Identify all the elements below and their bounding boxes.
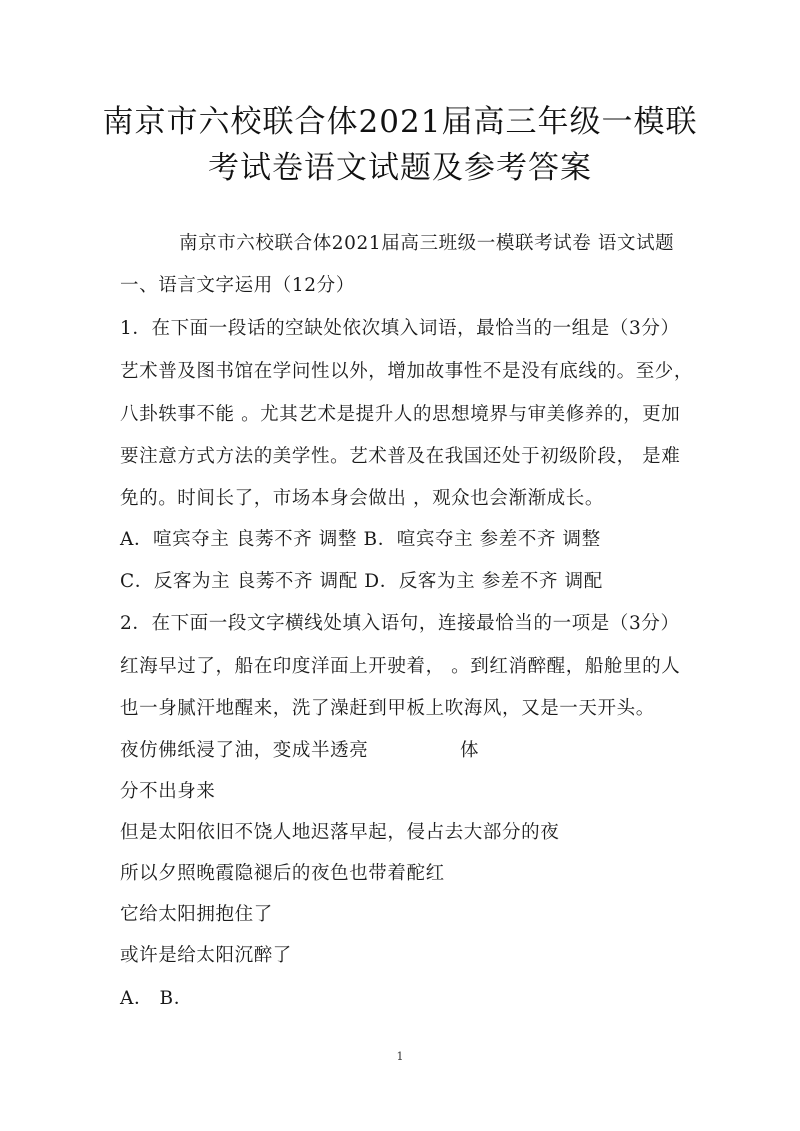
- question-1-passage-line: 八卦轶事不能 。尤其艺术是提升人的思想境界与审美修养的，更加: [120, 404, 681, 425]
- question-1-options-ab: A．喧宾夺主 良莠不齐 调整 B．喧宾夺主 参差不齐 调整: [120, 529, 601, 550]
- question-2-sentence: 分不出身来: [120, 781, 216, 802]
- exam-subtitle: 南京市六校联合体2021届高三班级一模联考试卷 语文试题: [179, 233, 675, 254]
- question-2-passage-line: 红海早过了，船在印度洋面上开驶着， 。到红消醉醒，船舱里的人: [120, 656, 681, 677]
- question-2-fragment-a: 夜仿佛纸浸了油，变成半透亮: [120, 740, 369, 761]
- question-1-passage-line: 艺术普及图书馆在学问性以外，增加故事性不是没有底线的。至少，: [120, 361, 694, 382]
- question-2-passage-line: 也一身腻汗地醒来，洗了澡赶到甲板上吹海风，又是一天开头。: [120, 698, 655, 719]
- section-heading: 一、语言文字运用（12分）: [120, 275, 355, 296]
- document-title-line-2: 考试卷语文试题及参考答案: [208, 150, 592, 186]
- question-2-sentence: 或许是给太阳沉醉了: [120, 945, 292, 966]
- question-2-sentence: 但是太阳依旧不饶人地迟落早起，侵占去大部分的夜: [120, 822, 560, 843]
- question-2-sentence: 它给太阳拥抱住了: [120, 904, 273, 925]
- question-2-fragment-b: 体: [460, 740, 480, 761]
- question-1-stem: 1．在下面一段话的空缺处依次填入词语，最恰当的一组是（3分）: [120, 318, 680, 339]
- document-title-line-1: 南京市六校联合体2021届高三年级一模联: [102, 104, 698, 140]
- question-1-passage-line: 要注意方式方法的美学性。艺术普及在我国还处于初级阶段， 是难: [120, 446, 681, 467]
- question-1-passage-line: 免的。时间长了，市场本身会做出 ，观众也会渐渐成长。: [120, 488, 604, 509]
- question-2-sentence: 所以夕照晚霞隐褪后的夜色也带着酡红: [120, 863, 445, 884]
- question-1-options-cd: C．反客为主 良莠不齐 调配 D．反客为主 参差不齐 调配: [120, 571, 603, 592]
- question-2-options: A． B．: [120, 988, 193, 1009]
- page-number: 1: [396, 1050, 404, 1063]
- question-2-stem: 2．在下面一段文字横线处填入语句，连接最恰当的一项是（3分）: [120, 613, 680, 634]
